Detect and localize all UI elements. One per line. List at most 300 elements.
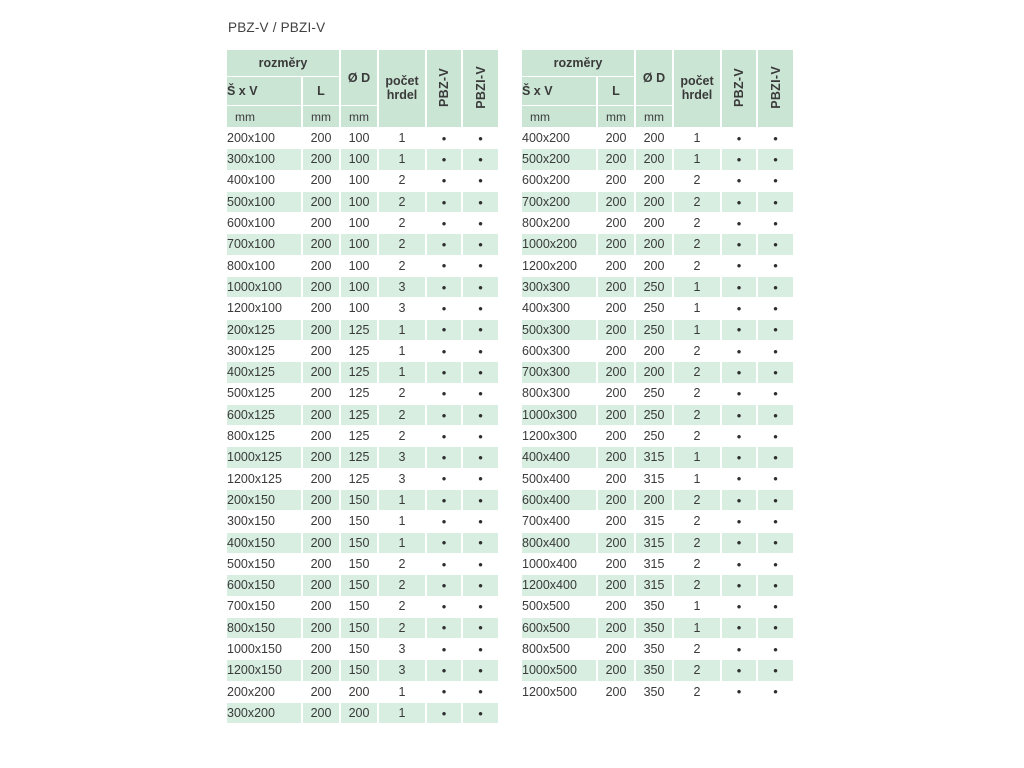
table-row (227, 554, 498, 574)
l-cell: 200 (310, 216, 332, 231)
l-cell: 200 (310, 343, 332, 358)
count-cell: 2 (693, 386, 701, 401)
table-body-left (227, 128, 498, 723)
l-cell: 200 (303, 149, 339, 169)
count-cell: 2 (398, 556, 406, 571)
count-cell: 2 (674, 533, 720, 553)
pbziv-dot-cell: • (463, 362, 498, 382)
pbzv-dot-cell: • (427, 192, 461, 212)
header-pbziv (463, 50, 498, 127)
d-cell: 150 (348, 514, 370, 529)
pbziv-dot-cell: • (758, 660, 793, 680)
d-cell: 100 (341, 234, 377, 254)
l-cell: 200 (605, 642, 627, 657)
pbziv-dot-cell: • (773, 215, 778, 231)
table-row (227, 426, 498, 446)
pbziv-dot-cell: • (463, 192, 498, 212)
l-cell: 200 (598, 575, 634, 595)
l-cell: 200 (310, 642, 332, 657)
d-cell: 350 (643, 599, 665, 614)
pbziv-dot-cell: • (463, 703, 498, 723)
size-cell: 1000x150 (227, 642, 282, 657)
table-row (522, 213, 793, 233)
table-row (522, 171, 793, 191)
size-cell: 500x400 (522, 471, 570, 486)
pbzv-dot-cell: • (722, 320, 756, 340)
count-cell: 2 (398, 216, 406, 231)
pbziv-dot-cell: • (773, 130, 778, 146)
pbzv-dot-cell: • (427, 234, 461, 254)
count-cell: 3 (379, 660, 425, 680)
pbziv-dot-cell: • (773, 343, 778, 359)
unit-label: mm (522, 106, 596, 127)
table-row (522, 277, 793, 297)
d-cell: 315 (636, 447, 672, 467)
pbzv-dot-cell: • (722, 149, 756, 169)
header-sxv: Š x V (522, 77, 596, 105)
pbzv-vertical-label: PBZ-V (732, 67, 746, 107)
l-cell: 200 (303, 533, 339, 553)
table-row (227, 575, 498, 595)
pbzv-dot-cell: • (441, 386, 447, 402)
d-cell: 100 (348, 173, 370, 188)
pbzv-dot-cell: • (441, 513, 447, 529)
d-cell: 200 (636, 149, 672, 169)
size-cell: 1000x500 (522, 660, 596, 680)
count-cell: 1 (398, 514, 406, 529)
count-cell: 2 (398, 599, 406, 614)
pbzv-dot-cell: • (441, 471, 447, 487)
pbziv-dot-cell: • (463, 533, 498, 553)
size-cell: 400x400 (522, 447, 596, 467)
size-cell: 300x150 (227, 514, 275, 529)
d-cell: 315 (643, 556, 665, 571)
l-cell: 200 (303, 703, 339, 723)
l-cell: 200 (303, 362, 339, 382)
l-cell: 200 (605, 684, 627, 699)
table-row (227, 490, 498, 510)
l-cell: 200 (310, 556, 332, 571)
pbziv-dot-cell: • (773, 599, 778, 615)
l-cell: 200 (303, 192, 339, 212)
d-cell: 150 (341, 575, 377, 595)
count-cell: 2 (693, 429, 701, 444)
table-row (227, 660, 498, 680)
header-diameter: Ø D (341, 50, 377, 105)
table-row (522, 597, 793, 617)
size-cell: 400x300 (522, 301, 570, 316)
d-cell: 150 (341, 618, 377, 638)
pbziv-dot-cell: • (463, 234, 498, 254)
table-row (227, 511, 498, 531)
size-cell: 1000x400 (522, 556, 577, 571)
l-cell: 200 (605, 130, 627, 145)
unit-label: mm (341, 106, 377, 127)
size-cell: 800x300 (522, 386, 570, 401)
l-cell: 200 (310, 429, 332, 444)
count-cell: 2 (693, 343, 701, 358)
count-cell: 1 (674, 149, 720, 169)
d-cell: 315 (643, 471, 665, 486)
d-cell: 200 (643, 343, 665, 358)
table-row (522, 298, 793, 318)
pbziv-dot-cell: • (478, 599, 483, 615)
d-cell: 350 (643, 684, 665, 699)
size-cell: 600x125 (227, 405, 301, 425)
d-cell: 350 (636, 618, 672, 638)
d-cell: 250 (636, 405, 672, 425)
count-cell: 1 (693, 599, 701, 614)
count-cell: 1 (379, 362, 425, 382)
pbzv-dot-cell: • (722, 277, 756, 297)
table-row (522, 682, 793, 702)
count-cell: 2 (693, 216, 701, 231)
l-cell: 200 (303, 575, 339, 595)
l-cell: 200 (310, 258, 332, 273)
table-row (522, 149, 793, 169)
d-cell: 125 (348, 429, 370, 444)
l-cell: 200 (605, 429, 627, 444)
l-cell: 200 (310, 386, 332, 401)
pbziv-dot-cell: • (478, 641, 483, 657)
pbzv-dot-cell: • (722, 618, 756, 638)
pbzv-dot-cell: • (722, 405, 756, 425)
l-cell: 200 (605, 514, 627, 529)
table-row (522, 490, 793, 510)
size-cell: 1200x100 (227, 301, 282, 316)
pbziv-dot-cell: • (463, 660, 498, 680)
table-row (522, 618, 793, 638)
size-cell: 600x150 (227, 575, 301, 595)
l-cell: 200 (310, 684, 332, 699)
d-cell: 315 (636, 533, 672, 553)
l-cell: 200 (605, 216, 627, 231)
l-cell: 200 (303, 660, 339, 680)
d-cell: 250 (643, 429, 665, 444)
l-cell: 200 (598, 149, 634, 169)
pbzv-dot-cell: • (736, 428, 742, 444)
d-cell: 125 (348, 471, 370, 486)
count-cell: 2 (674, 575, 720, 595)
header-diameter: Ø D (636, 50, 672, 105)
pbzv-dot-cell: • (736, 599, 742, 615)
pbziv-dot-cell: • (758, 320, 793, 340)
pbziv-dot-cell: • (758, 575, 793, 595)
pbziv-dot-cell: • (478, 258, 483, 274)
pbziv-dot-cell: • (773, 301, 778, 317)
l-cell: 200 (598, 618, 634, 638)
table-row (227, 171, 498, 191)
pbziv-dot-cell: • (758, 533, 793, 553)
table-row (227, 597, 498, 617)
table-row (227, 703, 498, 723)
pbzv-dot-cell: • (736, 215, 742, 231)
pbziv-vertical-label: PBZI-V (473, 65, 488, 109)
count-cell: 3 (398, 301, 406, 316)
l-cell: 200 (598, 277, 634, 297)
table-row (227, 341, 498, 361)
l-cell: 200 (310, 599, 332, 614)
pbziv-dot-cell: • (463, 320, 498, 340)
size-cell: 500x100 (227, 192, 301, 212)
header-rozmery: rozměry (522, 50, 634, 76)
count-cell: 2 (398, 258, 406, 273)
count-cell: 2 (379, 234, 425, 254)
count-cell: 2 (693, 556, 701, 571)
pbzv-dot-cell: • (441, 215, 447, 231)
pbzv-vertical-label: PBZ-V (437, 67, 451, 107)
l-cell: 200 (310, 471, 332, 486)
table-row (522, 384, 793, 404)
pbzv-dot-cell: • (427, 149, 461, 169)
table-row (227, 384, 498, 404)
size-cell: 700x150 (227, 599, 275, 614)
page-title: PBZ-V / PBZI-V (228, 20, 326, 35)
size-cell: 1200x500 (522, 684, 577, 699)
size-cell: 1000x125 (227, 447, 301, 467)
d-cell: 250 (636, 320, 672, 340)
d-cell: 150 (348, 599, 370, 614)
header-rozmery: rozměry (227, 50, 339, 76)
pbziv-dot-cell: • (463, 575, 498, 595)
d-cell: 315 (643, 514, 665, 529)
count-cell: 3 (379, 447, 425, 467)
size-cell: 400x150 (227, 533, 301, 553)
pbziv-dot-cell: • (773, 258, 778, 274)
table-row (227, 277, 498, 297)
header-pocet-hrdel: počet hrdel (379, 50, 425, 127)
l-cell: 200 (598, 447, 634, 467)
pbzv-dot-cell: • (736, 173, 742, 189)
pbzv-dot-cell: • (736, 386, 742, 402)
count-cell: 2 (674, 405, 720, 425)
pbzv-dot-cell: • (736, 130, 742, 146)
l-cell: 200 (598, 192, 634, 212)
table-row (227, 469, 498, 489)
pbziv-dot-cell: • (773, 471, 778, 487)
pbzv-dot-cell: • (722, 192, 756, 212)
d-cell: 350 (643, 642, 665, 657)
pbzv-dot-cell: • (427, 533, 461, 553)
count-cell: 3 (398, 471, 406, 486)
d-cell: 100 (341, 149, 377, 169)
pbzv-dot-cell: • (427, 405, 461, 425)
size-cell: 800x400 (522, 533, 596, 553)
pbzv-dot-cell: • (427, 447, 461, 467)
pbzv-dot-cell: • (441, 556, 447, 572)
pbzv-dot-cell: • (736, 556, 742, 572)
size-cell: 200x150 (227, 490, 301, 510)
pbziv-dot-cell: • (478, 556, 483, 572)
pbzv-dot-cell: • (427, 490, 461, 510)
size-cell: 500x125 (227, 386, 275, 401)
count-cell: 3 (398, 642, 406, 657)
count-cell: 2 (674, 234, 720, 254)
d-cell: 125 (341, 405, 377, 425)
count-cell: 2 (693, 258, 701, 273)
pbzv-dot-cell: • (736, 513, 742, 529)
d-cell: 250 (636, 277, 672, 297)
table-row (522, 533, 793, 553)
pbziv-dot-cell: • (478, 130, 483, 146)
size-cell: 600x400 (522, 490, 596, 510)
l-cell: 200 (605, 343, 627, 358)
l-cell: 200 (310, 514, 332, 529)
count-cell: 1 (674, 277, 720, 297)
l-cell: 200 (605, 556, 627, 571)
table-row (522, 128, 793, 148)
pbzv-dot-cell: • (427, 320, 461, 340)
pbziv-dot-cell: • (758, 618, 793, 638)
pbziv-dot-cell: • (478, 173, 483, 189)
pbziv-dot-cell: • (463, 490, 498, 510)
pbzv-dot-cell: • (722, 447, 756, 467)
pbzv-dot-cell: • (736, 471, 742, 487)
size-cell: 400x200 (522, 130, 570, 145)
count-cell: 2 (674, 660, 720, 680)
pbzv-dot-cell: • (427, 703, 461, 723)
pbzv-dot-cell: • (441, 130, 447, 146)
unit-label: mm (636, 106, 672, 127)
d-cell: 150 (348, 556, 370, 571)
d-cell: 125 (341, 320, 377, 340)
pbziv-dot-cell: • (478, 428, 483, 444)
pbzv-dot-cell: • (441, 641, 447, 657)
size-cell: 700x400 (522, 514, 570, 529)
d-cell: 125 (341, 362, 377, 382)
size-cell: 1000x200 (522, 234, 596, 254)
pbziv-dot-cell: • (478, 513, 483, 529)
header-l: L (303, 77, 339, 105)
size-cell: 600x200 (522, 173, 570, 188)
d-cell: 200 (643, 258, 665, 273)
count-cell: 1 (693, 301, 701, 316)
size-cell: 800x125 (227, 429, 275, 444)
pbzv-dot-cell: • (722, 575, 756, 595)
pbzv-dot-cell: • (722, 362, 756, 382)
d-cell: 200 (348, 684, 370, 699)
pbziv-dot-cell: • (478, 471, 483, 487)
count-cell: 3 (379, 277, 425, 297)
pbzv-dot-cell: • (427, 277, 461, 297)
pbziv-vertical-label: PBZI-V (768, 65, 783, 109)
pbzv-dot-cell: • (441, 258, 447, 274)
table-row (522, 426, 793, 446)
pbzv-dot-cell: • (427, 575, 461, 595)
pbziv-dot-cell: • (478, 215, 483, 231)
size-cell: 500x150 (227, 556, 275, 571)
table-row (227, 447, 498, 467)
table-row (522, 256, 793, 276)
pbziv-dot-cell: • (773, 641, 778, 657)
size-cell: 700x200 (522, 192, 596, 212)
pbzv-dot-cell: • (736, 301, 742, 317)
table-row (522, 554, 793, 574)
header-pbziv (758, 50, 793, 127)
table-row (227, 362, 498, 382)
d-cell: 315 (636, 575, 672, 595)
unit-label: mm (303, 106, 339, 127)
pbzv-dot-cell: • (441, 173, 447, 189)
pbziv-dot-cell: • (463, 149, 498, 169)
pbziv-dot-cell: • (478, 343, 483, 359)
pbzv-dot-cell: • (736, 641, 742, 657)
pbzv-dot-cell: • (427, 362, 461, 382)
d-cell: 200 (643, 173, 665, 188)
d-cell: 100 (341, 277, 377, 297)
pbzv-dot-cell: • (427, 618, 461, 638)
l-cell: 200 (598, 405, 634, 425)
table-header (522, 50, 793, 127)
count-cell: 2 (674, 362, 720, 382)
d-cell: 200 (341, 703, 377, 723)
table-row (227, 533, 498, 553)
l-cell: 200 (310, 130, 332, 145)
pbzv-dot-cell: • (736, 343, 742, 359)
d-cell: 125 (348, 343, 370, 358)
l-cell: 200 (310, 173, 332, 188)
pbzv-dot-cell: • (722, 490, 756, 510)
count-cell: 2 (398, 386, 406, 401)
table-body-right (522, 128, 793, 702)
count-cell: 1 (398, 130, 406, 145)
pbzv-dot-cell: • (441, 684, 447, 700)
l-cell: 200 (310, 301, 332, 316)
pbziv-dot-cell: • (463, 618, 498, 638)
size-cell: 200x125 (227, 320, 301, 340)
count-cell: 2 (379, 618, 425, 638)
size-cell: 300x200 (227, 703, 301, 723)
d-cell: 200 (636, 192, 672, 212)
l-cell: 200 (598, 320, 634, 340)
pbziv-dot-cell: • (773, 556, 778, 572)
size-cell: 400x100 (227, 173, 275, 188)
tables-container (225, 49, 795, 724)
pbziv-dot-cell: • (758, 192, 793, 212)
count-cell: 1 (379, 490, 425, 510)
l-cell: 200 (303, 277, 339, 297)
pbzv-dot-cell: • (722, 533, 756, 553)
pbzv-dot-cell: • (722, 234, 756, 254)
pbziv-dot-cell: • (773, 173, 778, 189)
d-cell: 150 (341, 660, 377, 680)
table-row (227, 639, 498, 659)
table-row (522, 320, 793, 340)
count-cell: 2 (693, 514, 701, 529)
pbziv-dot-cell: • (758, 362, 793, 382)
table-row (227, 256, 498, 276)
l-cell: 200 (303, 618, 339, 638)
table-row (227, 128, 498, 148)
count-cell: 2 (693, 173, 701, 188)
count-cell: 1 (398, 343, 406, 358)
count-cell: 2 (398, 429, 406, 444)
pbziv-dot-cell: • (463, 277, 498, 297)
d-cell: 200 (636, 362, 672, 382)
l-cell: 200 (598, 234, 634, 254)
count-cell: 1 (379, 703, 425, 723)
count-cell: 2 (674, 192, 720, 212)
l-cell: 200 (598, 490, 634, 510)
spec-table-right (520, 49, 795, 703)
pbziv-dot-cell: • (758, 277, 793, 297)
d-cell: 150 (341, 533, 377, 553)
header-l: L (598, 77, 634, 105)
d-cell: 100 (348, 258, 370, 273)
size-cell: 400x125 (227, 362, 301, 382)
pbziv-dot-cell: • (758, 234, 793, 254)
table-row (227, 192, 498, 212)
